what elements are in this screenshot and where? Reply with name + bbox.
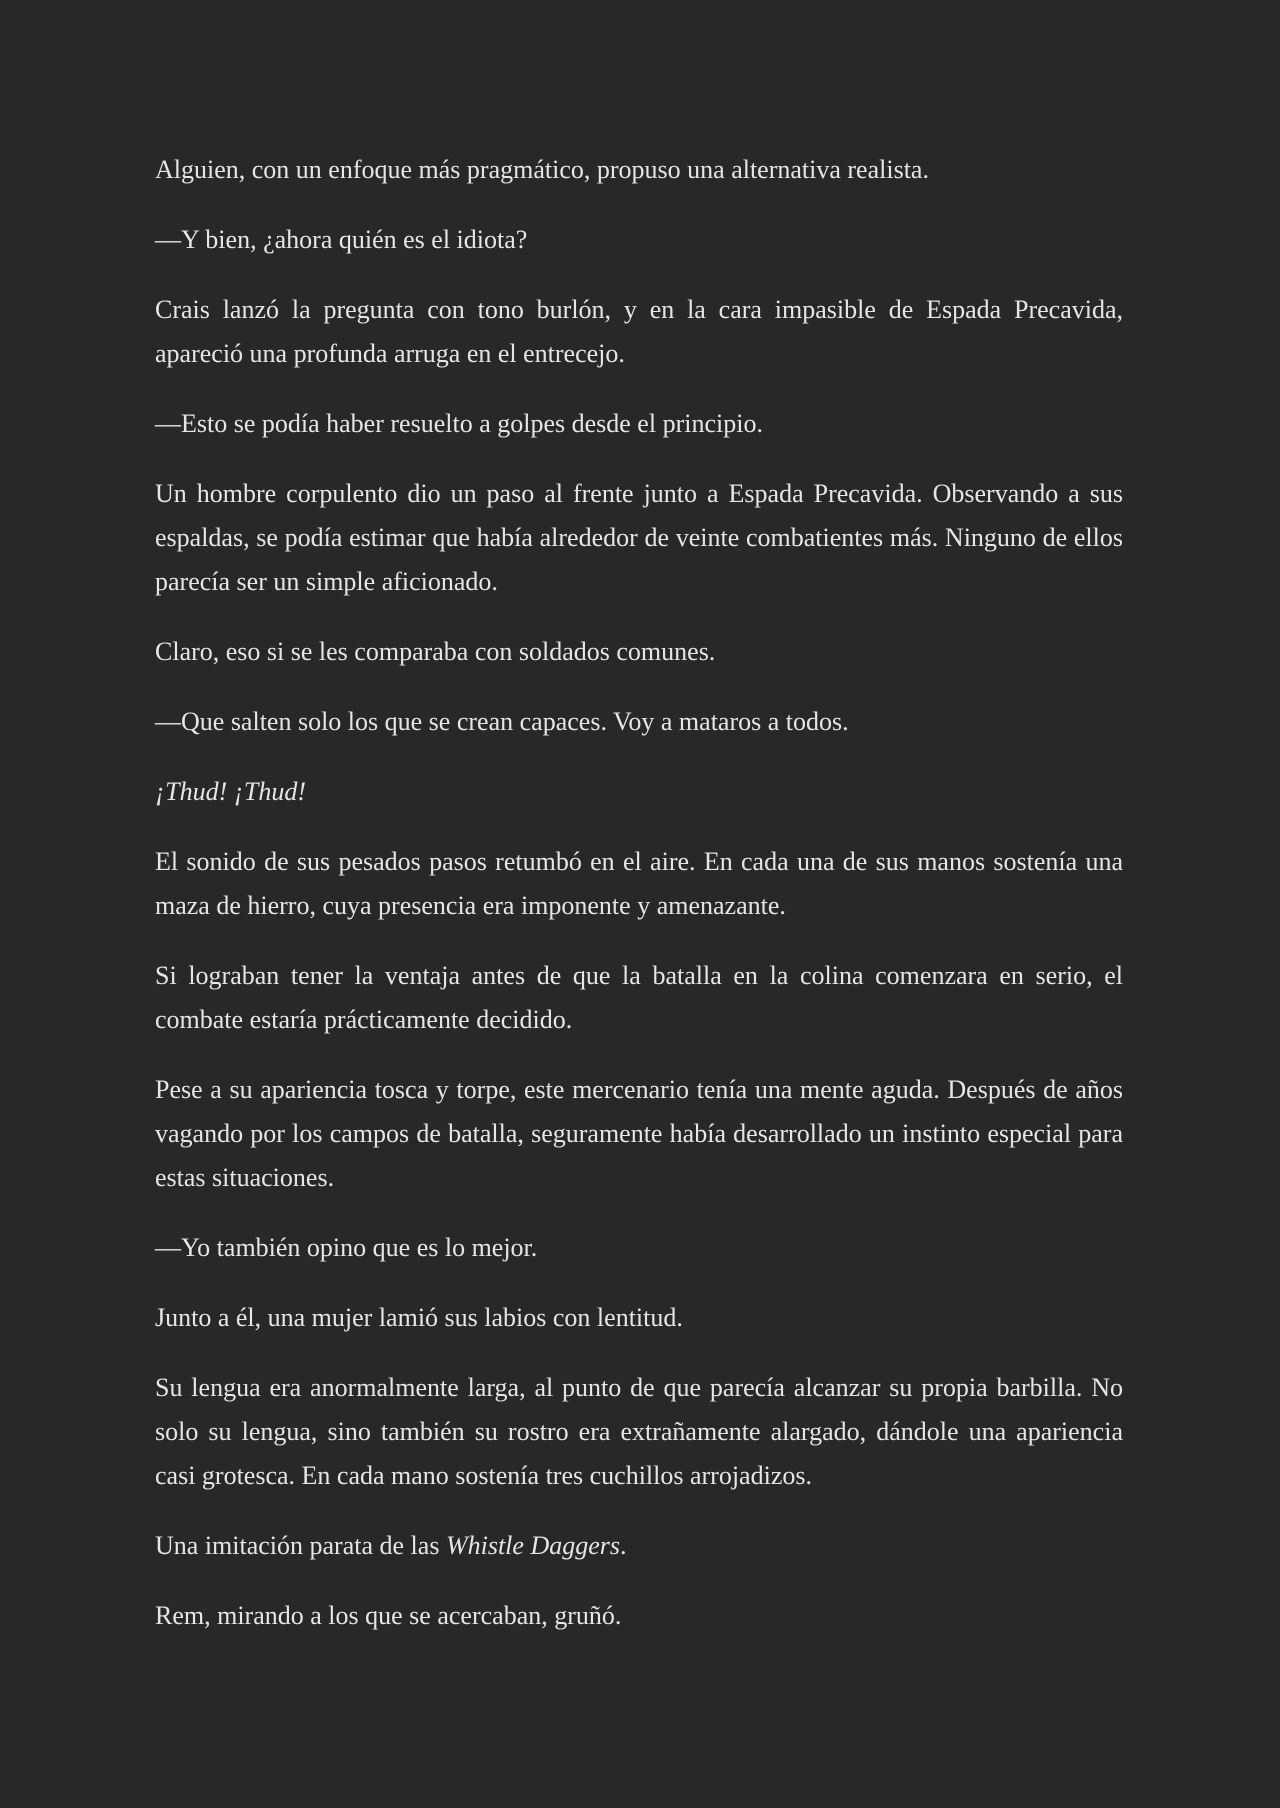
paragraph-10: Si lograban tener la ventaja antes de que la batalla en la colina comenzara en serio, el combate estaría prácticamente decidido. <box>155 961 1123 1034</box>
paragraph-4: —Esto se podía haber resuelto a golpes desde el principio. <box>155 409 763 438</box>
paragraph-13: Junto a él, una mujer lamió sus labios con lentitud. <box>155 1303 683 1332</box>
paragraph-14: Su lengua era anormalmente larga, al punto de que parecía alcanzar su propia barbilla. No solo su lengua, sino también su rostro era extrañamente alargado, dándole una apariencia casi grotesca. En cada mano sostenía tres cuchillos arrojadizos. <box>155 1373 1123 1490</box>
paragraph-5: Un hombre corpulento dio un paso al frente junto a Espada Precavida. Observando a sus espaldas, se podía estimar que había alrededor de veinte combatientes más. Ninguno de ellos parecía ser un simple aficionado. <box>155 479 1123 596</box>
paragraph-6: Claro, eso si se les comparaba con soldados comunes. <box>155 637 716 666</box>
paragraph-9: El sonido de sus pesados pasos retumbó en el aire. En cada una de sus manos sostenía una maza de hierro, cuya presencia era imponente y amenazante. <box>155 847 1123 920</box>
paragraph-15-after: . <box>620 1531 627 1560</box>
paragraph-15-italic: Whistle Daggers <box>445 1531 620 1560</box>
paragraph-15-before: Una imitación parata de las <box>155 1531 446 1560</box>
paragraph-12: —Yo también opino que es lo mejor. <box>155 1233 538 1262</box>
paragraph-11: Pese a su apariencia tosca y torpe, este mercenario tenía una mente aguda. Después de años vagando por los campos de batalla, seguramente había desarrollado un instinto especial para estas situaciones. <box>155 1075 1123 1192</box>
paragraph-1: Alguien, con un enfoque más pragmático, propuso una alternativa realista. <box>155 155 929 184</box>
paragraph-16: Rem, mirando a los que se acercaban, gruñó. <box>155 1601 622 1630</box>
document-page <box>155 148 1123 1664</box>
paragraph-2: —Y bien, ¿ahora quién es el idiota? <box>155 225 528 254</box>
paragraph-7: —Que salten solo los que se crean capaces. Voy a mataros a todos. <box>155 707 849 736</box>
paragraph-8-sound-effect <box>155 770 1123 814</box>
paragraph-15 <box>155 1524 1123 1568</box>
sound-effect-text: ¡Thud! ¡Thud! <box>155 777 306 806</box>
paragraph-3: Crais lanzó la pregunta con tono burlón, y en la cara impasible de Espada Precavida, apareció una profunda arruga en el entrecejo. <box>155 295 1123 368</box>
